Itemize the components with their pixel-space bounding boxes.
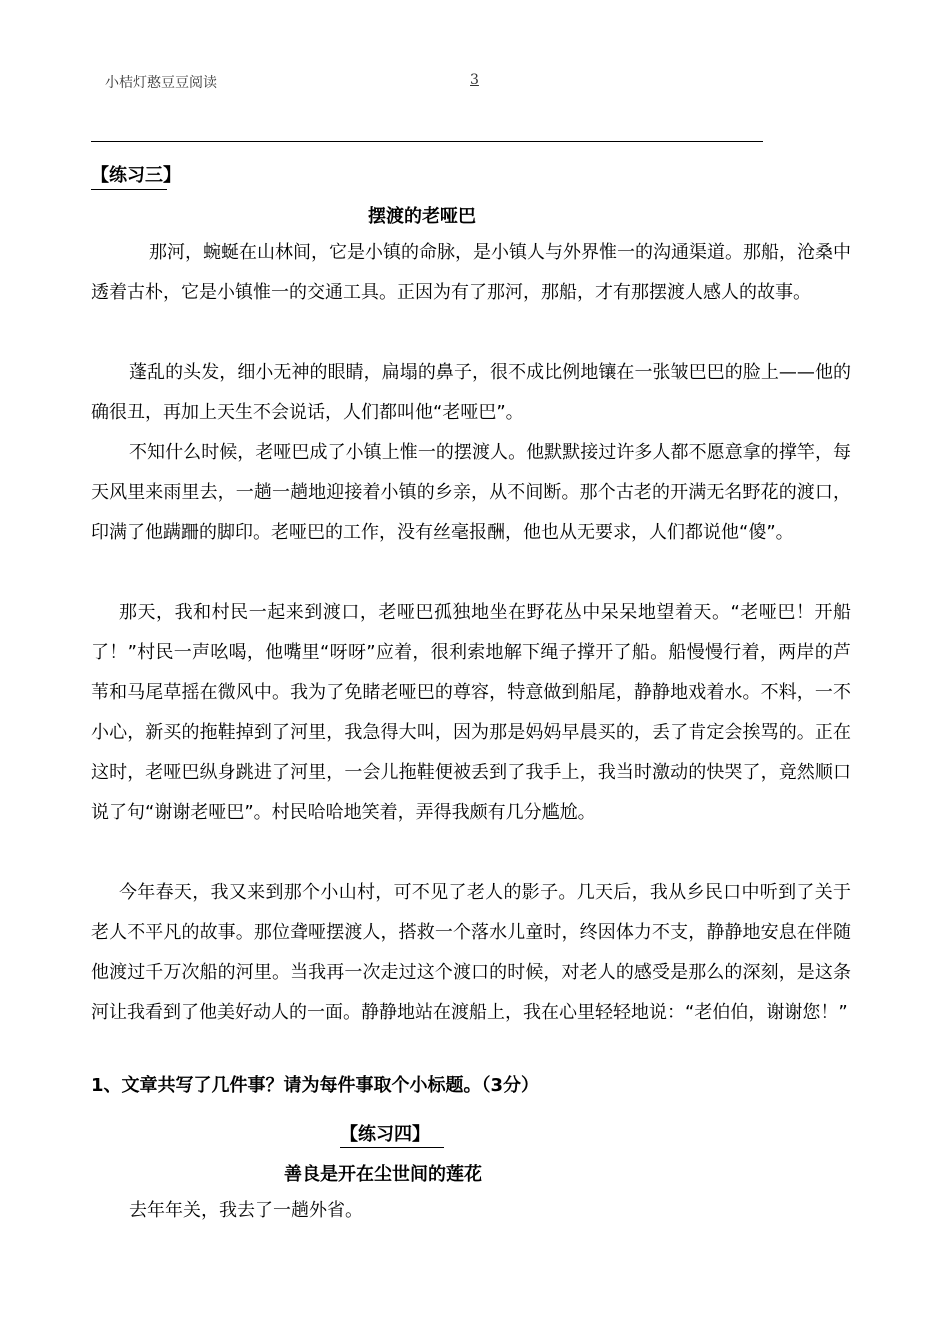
exercise3-label-underline <box>91 189 167 190</box>
page-header-left: 小桔灯憨豆豆阅读 <box>105 75 217 91</box>
exercise4-title: 善良是开在尘世间的莲花 <box>284 1164 482 1185</box>
exercise3-question: 1、文章共写了几件事？请为每件事取个小标题。（3分） <box>91 1075 540 1096</box>
header-rule <box>91 141 763 142</box>
exercise3-paragraph-2: 蓬乱的头发，细小无神的眼睛，扁塌的鼻子，很不成比例地镶在一张皱巴巴的脸上——他的确很丑，再加上天生不会说话，人们都叫他“老哑巴”。 <box>91 362 851 423</box>
page-number: 3 <box>470 72 479 88</box>
exercise3-paragraph-3: 不知什么时候，老哑巴成了小镇上惟一的摆渡人。他默默接过许多人都不愿意拿的撑竿，每天风里来雨里去，一趟一趟地迎接着小镇的乡亲，从不间断。那个古老的开满无名野花的渡口，印满了他蹒跚的脚印。老哑巴的工作，没有丝毫报酬，他也从无要求，人们都说他“傻”。 <box>91 442 851 543</box>
exercise3-paragraph-1: 那河，蜿蜒在山林间，它是小镇的命脉，是小镇人与外界惟一的沟通渠道。那船，沧桑中透着古朴，它是小镇惟一的交通工具。正因为有了那河，那船，才有那摆渡人感人的故事。 <box>91 242 851 303</box>
exercise3-paragraph-4: 那天，我和村民一起来到渡口，老哑巴孤独地坐在野花丛中呆呆地望着天。“老哑巴！开船了！”村民一声吆喝，他嘴里“呀呀”应着，很利索地解下绳子撑开了船。船慢慢行着，两岸的芦苇和马尾草摇在微风中。我为了免睹老哑巴的尊容，特意做到船尾，静静地戏着水。不料，一不小心，新买的拖鞋掉到了河里，我急得大叫，因为那是妈妈早晨买的，丢了肯定会挨骂的。正在这时，老哑巴纵身跳进了河里，一会儿拖鞋便被丢到了我手上，我当时激动的快哭了，竟然顺口说了句“谢谢老哑巴”。村民哈哈地笑着，弄得我颇有几分尴尬。 <box>91 602 851 823</box>
exercise4-label-underline <box>340 1147 444 1148</box>
exercise3-paragraph-5: 今年春天，我又来到那个小山村，可不见了老人的影子。几天后，我从乡民口中听到了关于老人不平凡的故事。那位聋哑摆渡人，搭救一个落水儿童时，终因体力不支，静静地安息在伴随他渡过千万次船的河里。当我再一次走过这个渡口的时候，对老人的感受是那么的深刻，是这条河让我看到了他美好动人的一面。静静地站在渡船上，我在心里轻轻地说：“老伯伯，谢谢您！” <box>91 882 851 1023</box>
exercise3-label: 【练习三】 <box>91 165 181 186</box>
exercise3-title: 摆渡的老哑巴 <box>368 206 476 227</box>
exercise4-label: 【练习四】 <box>340 1124 430 1145</box>
exercise4-paragraph-1: 去年年关，我去了一趟外省。 <box>129 1200 363 1221</box>
